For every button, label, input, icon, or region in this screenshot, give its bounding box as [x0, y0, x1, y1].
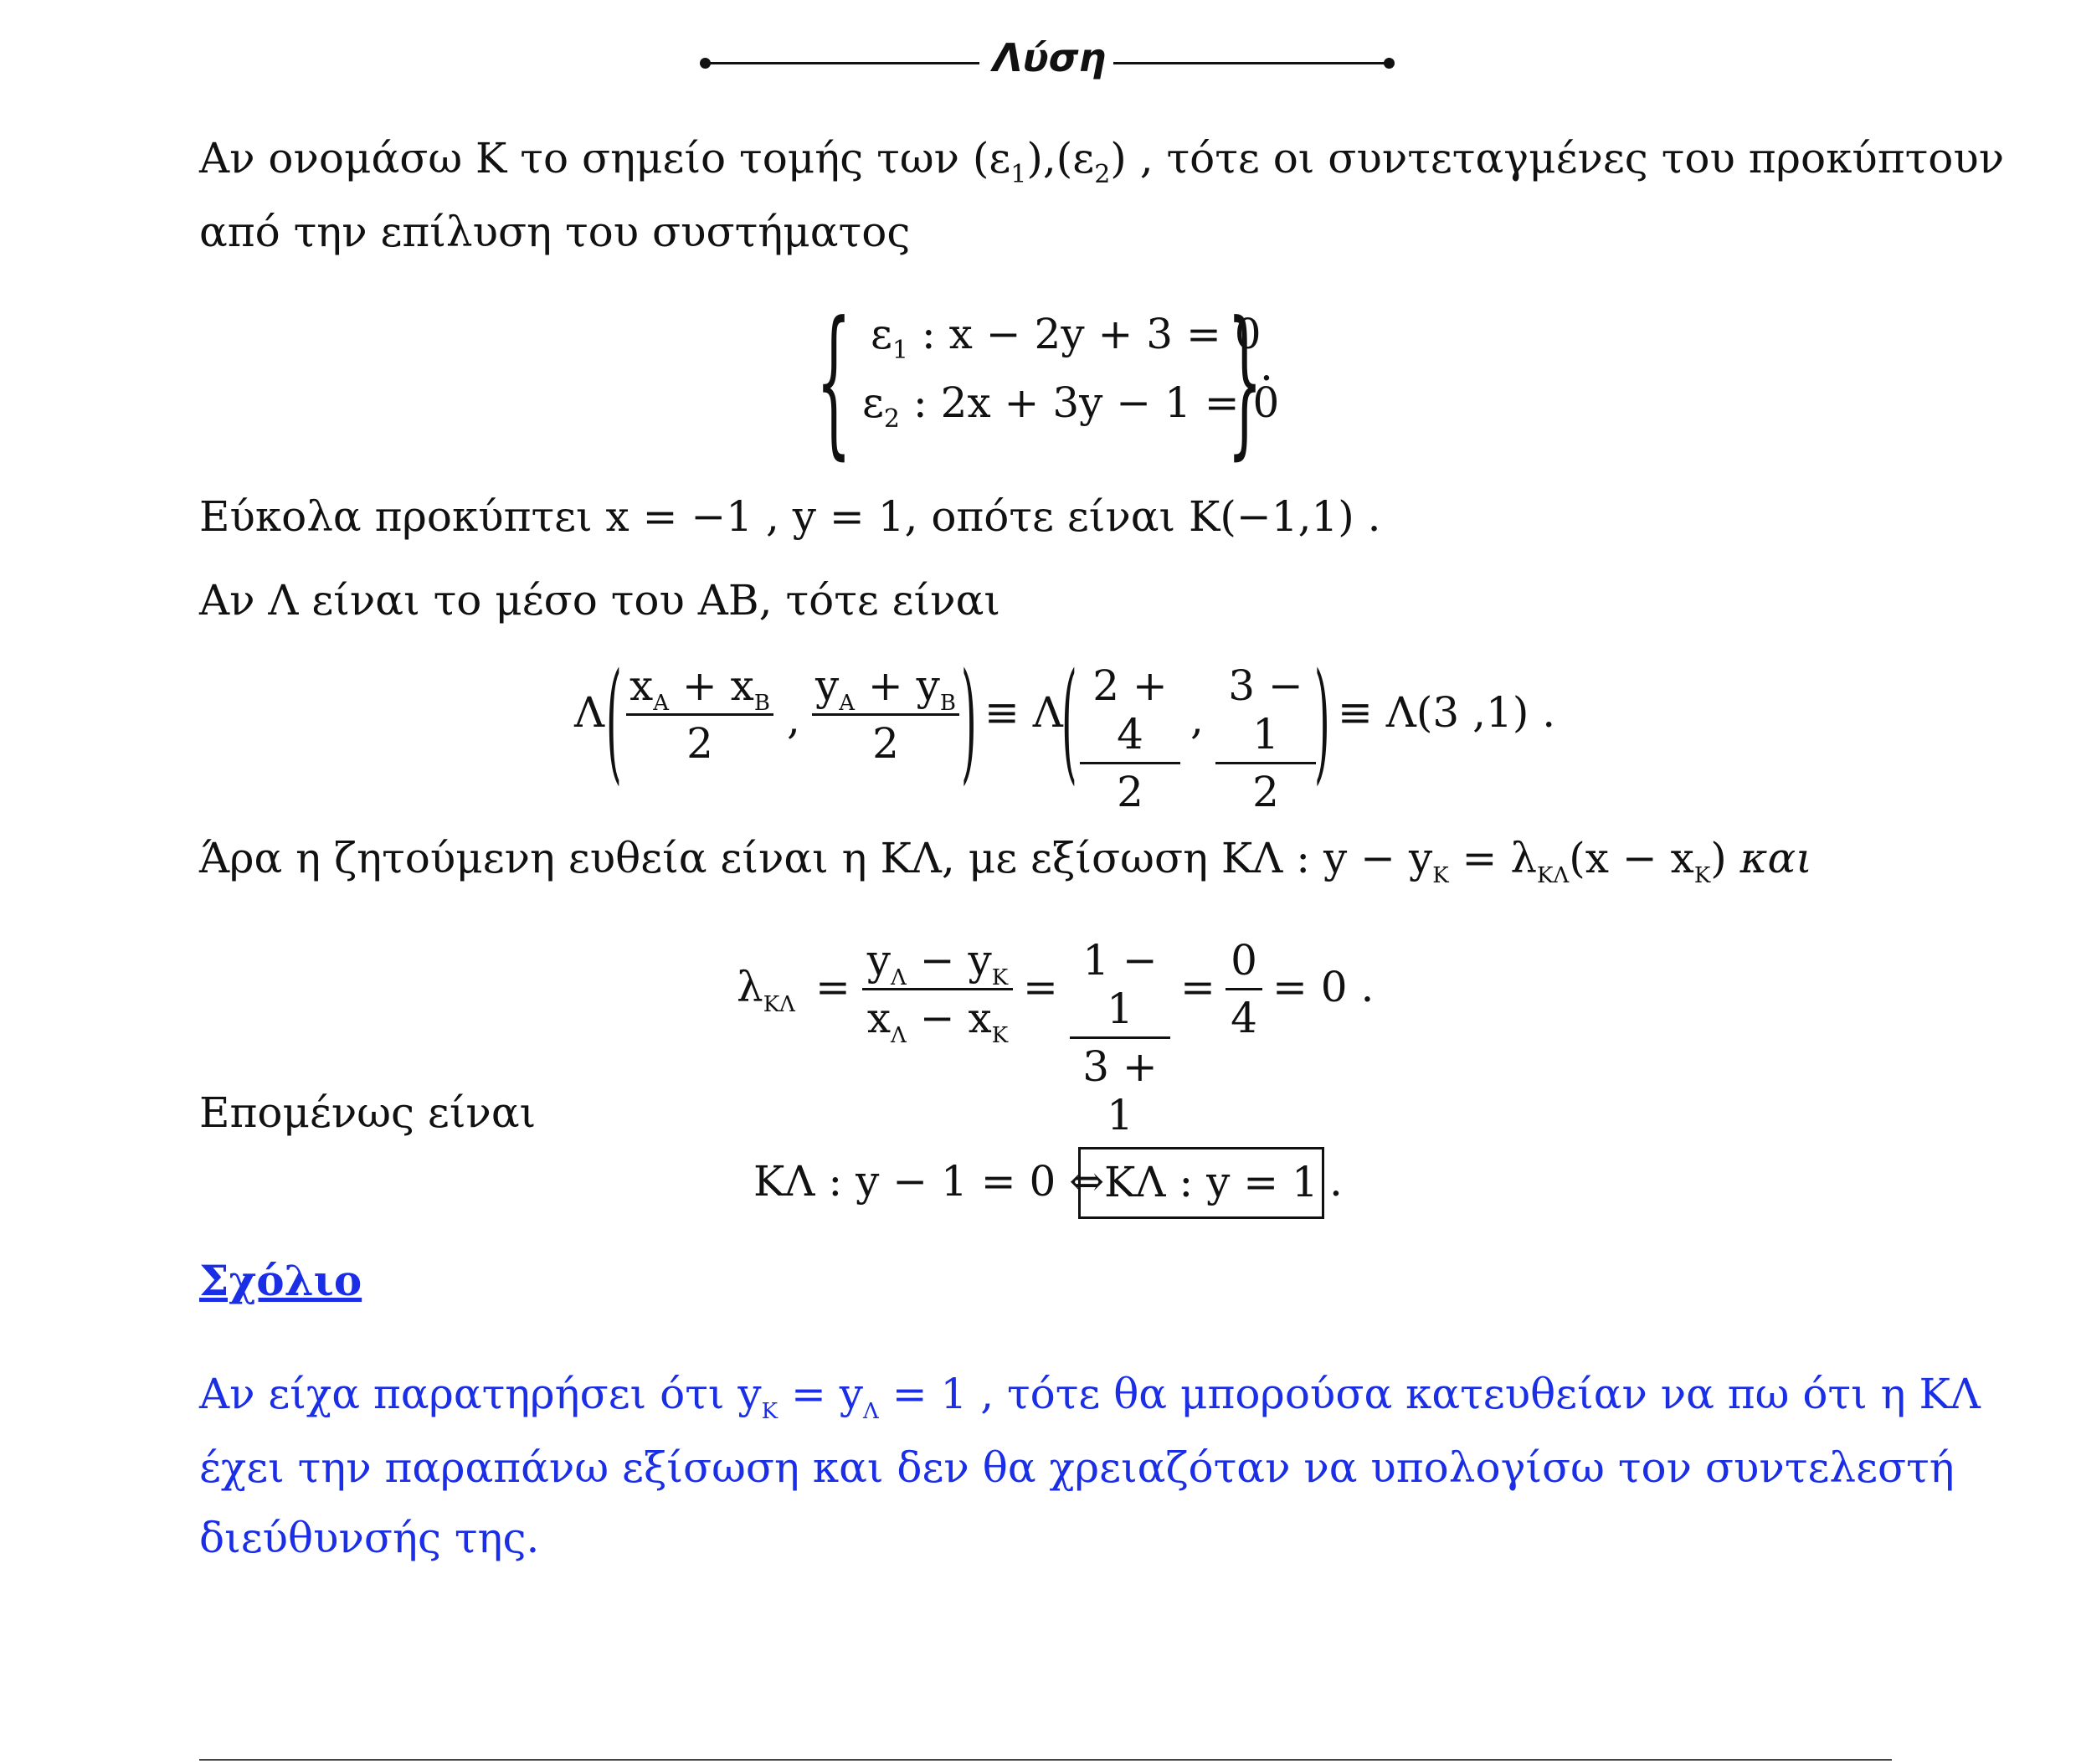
para1-text-c: ) , τότε οι συντεταγμένες του προκύπτουν — [1110, 134, 2005, 183]
midpoint-frac-4 — [1215, 661, 1316, 816]
final-boxed-text: ΚΛ : y = 1 — [1104, 1158, 1318, 1206]
midpoint-frac-2 — [812, 661, 959, 768]
comment-line2: έχει την παραπάνω εξίσωση και δεν θα χρειαζόταν να υπολογίσω τον συντελεστή — [199, 1443, 1955, 1492]
slope-eq-1: = — [815, 963, 850, 1011]
frac2-num: $y_A + y_B$ — [814, 661, 957, 716]
system-end-period: . — [1260, 342, 1273, 390]
final-end-period: . — [1329, 1157, 1343, 1206]
slope-result: = 0 . — [1272, 963, 1375, 1011]
midpoint-comma-2: , — [1190, 695, 1204, 743]
para3-line: Αν Λ είναι το μέσο του ΑΒ, τότε είναι — [199, 576, 1000, 625]
heading-rule-right — [1113, 62, 1386, 64]
eq1-epsilon: ε — [871, 310, 892, 358]
slope-frac2-num: 1 − 1 — [1082, 936, 1158, 1033]
frac3-bar — [1080, 762, 1180, 764]
slope-eq-3: = — [1180, 963, 1215, 1011]
frac4-num: 3 − 1 — [1228, 661, 1303, 759]
para2-line: Εύκολα προκύπτει x = −1 , y = 1, οπότε είναι K(−1,1) . — [199, 492, 1381, 541]
eq1-body: : x − 2y + 3 = 0 — [908, 310, 1262, 358]
heading-dot-right — [1384, 58, 1395, 69]
frac4-bar — [1215, 762, 1316, 764]
final-left: ΚΛ : y − 1 = 0 ⇔ — [753, 1157, 1105, 1206]
para4-kai: και — [1739, 834, 1812, 882]
midpoint-paren-close-2: ) — [1314, 646, 1330, 799]
slope-frac3-bar — [1226, 988, 1262, 990]
para1-sub-2: 2 — [1094, 160, 1111, 189]
midpoint-frac-1 — [626, 661, 773, 768]
comment-line3: διεύθυνσής της. — [199, 1514, 540, 1562]
slope-frac-2 — [1070, 936, 1170, 1139]
para5-line: Επομένως είναι — [199, 1088, 537, 1137]
heading-rule-left — [707, 62, 979, 64]
comment-title: Σχόλιο — [199, 1256, 362, 1305]
final-box — [1078, 1147, 1324, 1219]
heading-title: Λύση — [993, 35, 1107, 80]
midpoint-result: ≡ Λ(3 ,1) . — [1338, 688, 1556, 737]
para1-line2: από την επίλυση του συστήματος — [199, 208, 911, 256]
eq2-sub: 2 — [883, 404, 900, 434]
system-eq2 — [862, 378, 1280, 434]
para1-text-b: ),(ε — [1026, 134, 1095, 183]
slope-frac1-num: $y_\Lambda - y_K$ — [866, 936, 1009, 990]
slope-eq-2: = — [1023, 963, 1058, 1011]
frac1-den: 2 — [686, 719, 713, 768]
footer-rule — [199, 1759, 1892, 1761]
system-left-brace: { — [816, 289, 852, 476]
slope-frac-3 — [1226, 936, 1262, 1042]
solution-heading — [700, 35, 1395, 85]
slope-frac3-den: 4 — [1231, 994, 1257, 1042]
system-eq1 — [871, 310, 1262, 365]
frac3-den: 2 — [1117, 768, 1143, 816]
midpoint-frac-3 — [1080, 661, 1180, 816]
slope-frac3-num: 0 — [1231, 936, 1257, 985]
frac2-bar — [812, 713, 959, 716]
frac4-den: 2 — [1252, 768, 1279, 816]
midpoint-paren-open-2: ( — [1061, 646, 1077, 799]
slope-frac1-bar — [862, 988, 1013, 990]
midpoint-equiv-1: ≡ Λ — [984, 688, 1063, 737]
para1-line1 — [199, 134, 2005, 189]
eq2-epsilon: ε — [862, 378, 884, 427]
eq1-sub: 1 — [892, 336, 908, 365]
system-right-brace: } — [1227, 289, 1263, 476]
para1-text-a: Αν ονομάσω Κ το σημείο τομής των (ε — [199, 134, 1011, 183]
slope-frac-1 — [862, 936, 1013, 1048]
eq2-body: : 2x + 3y − 1 = 0 — [900, 378, 1280, 427]
para1-sub-1: 1 — [1010, 160, 1027, 189]
slope-lambda: $\lambda_{K\Lambda}$ — [737, 963, 795, 1017]
slope-frac2-bar — [1070, 1036, 1170, 1039]
midpoint-paren-open-1: ( — [606, 646, 622, 799]
frac3-num: 2 + 4 — [1092, 661, 1168, 759]
comment-line1: Αν είχα παρατηρήσει ότι $y_K = y_\Lambda = 1$ , τότε θα μπορούσα κατευθείαν να πω ότι η ΚΛ — [199, 1370, 1981, 1424]
frac1-num: $x_A + x_B$ — [629, 661, 770, 716]
midpoint-paren-close-1: ) — [961, 646, 977, 799]
slope-frac2-den: 3 + 1 — [1082, 1042, 1158, 1139]
slope-frac1-den: $x_\Lambda - x_K$ — [866, 994, 1009, 1048]
midpoint-comma-1: , — [787, 695, 800, 743]
para4-line: Άρα η ζητούμενη ευθεία είναι η ΚΛ, με εξίσωση ΚΛ : $y - y_K = \lambda_{K\Lambda}(x - x_K)$ και — [199, 834, 1812, 888]
midpoint-lambda: Λ — [574, 688, 605, 737]
frac2-den: 2 — [872, 719, 899, 768]
frac1-bar — [626, 713, 773, 716]
